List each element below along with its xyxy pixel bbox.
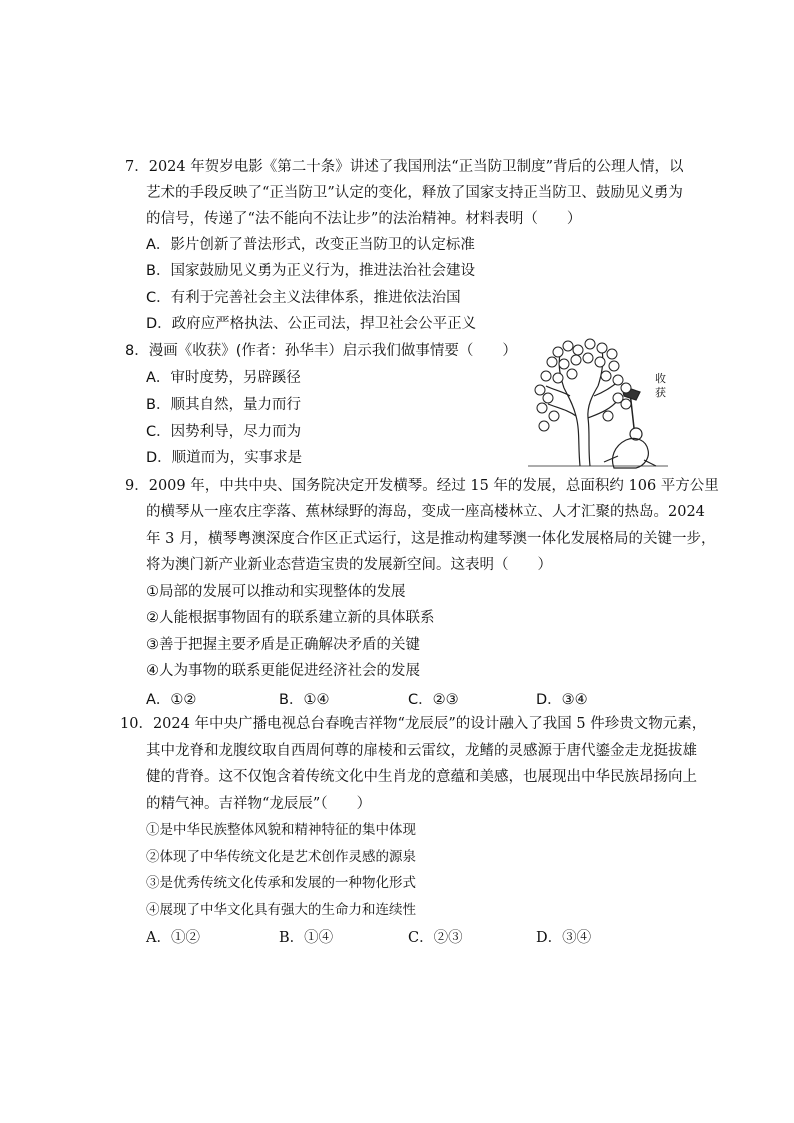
q10-stem-line-4: 的精气神。吉祥物“龙辰辰”（ ） [146, 796, 372, 812]
q8-option-b[interactable]: B．顺其自然，量力而行 [146, 397, 301, 413]
q7-stem-line-2: 艺术的手段反映了“正当防卫”认定的变化，释放了国家支持正当防卫、鼓励见义勇为 [146, 185, 683, 201]
q10-statement-1: ①是中华民族整体风貌和精神特征的集中体现 [146, 822, 416, 838]
q9-statement-2: ②人能根据事物固有的联系建立新的具体联系 [146, 610, 435, 626]
q9-statement-1: ①局部的发展可以推动和实现整体的发展 [146, 584, 406, 600]
q9-statement-3: ③善于把握主要矛盾是正确解决矛盾的关键 [146, 637, 420, 653]
q8-option-a[interactable]: A．审时度势，另辟蹊径 [146, 370, 301, 386]
q10-statement-2: ②体现了中华传统文化是艺术创作灵感的源泉 [146, 849, 416, 865]
q10-choice-d[interactable]: D．③④ [536, 930, 592, 946]
q9-stem-line-4: 将为澳门新产业新业态营造宝贵的发展新空间。这表明（ ） [146, 557, 552, 573]
q10-stem-line-1: 10．2024 年中央广播电视总台春晚吉祥物“龙辰辰”的设计融入了我国 5 件珍贵文物元素， [120, 716, 707, 732]
cartoon-label-shou: 收 [655, 372, 666, 385]
q10-stem-line-2: 其中龙脊和龙腹纹取自西周何尊的扉棱和云雷纹，龙鳍的灵感源于唐代鎏金走龙挺拔雄 [146, 743, 697, 759]
q10-choices [146, 926, 606, 946]
harvest-cartoon-illustration [518, 336, 676, 470]
q9-choice-a[interactable]: A．①② [146, 692, 197, 708]
q9-stem-line-2: 的横琴从一座农庄孪落、蕉林绿野的海岛，变成一座高楼林立、人才汇聚的热岛。2024 [146, 504, 705, 520]
q9-choice-d[interactable]: D．③④ [536, 692, 588, 708]
q8-option-d[interactable]: D．顺道而为，实事求是 [146, 450, 303, 466]
q7-option-d[interactable]: D．政府应严格执法、公正司法，捍卫社会公平正义 [146, 316, 477, 332]
q9-stem-line-3: 年 3 月，横琴粤澳深度合作区正式运行，这是推动构建琴澳一体化发展格局的关键一步， [146, 531, 716, 547]
q7-stem-line-3: 的信号，传递了“法不能向不法让步”的法治精神。材料表明（ ） [146, 211, 582, 227]
q10-statement-4: ④展现了中华文化具有强大的生命力和连续性 [146, 902, 416, 918]
q9-choices [146, 688, 606, 708]
q8-option-c[interactable]: C．因势利导，尽力而为 [146, 424, 302, 440]
q7-stem-line-1: 7．2024 年贺岁电影《第二十条》讲述了我国刑法“正当防卫制度”背后的公理人情，以 [125, 159, 684, 175]
q9-choice-b[interactable]: B．①④ [279, 692, 330, 708]
q9-choice-c[interactable]: C．②③ [408, 692, 459, 708]
q9-statement-4: ④人为事物的联系更能促进经济社会的发展 [146, 663, 420, 679]
q9-stem-line-1: 9．2009 年，中共中央、国务院决定开发横琴。经过 15 年的发展，总面积约 106 平方公里 [125, 478, 719, 494]
q7-option-b[interactable]: B．国家鼓励见义勇为正义行为，推进法治社会建设 [146, 263, 475, 279]
q7-option-a[interactable]: A．影片创新了普法形式，改变正当防卫的认定标准 [146, 237, 475, 253]
q10-statement-3: ③是优秀传统文化传承和发展的一种物化形式 [146, 875, 416, 891]
q8-stem: 8．漫画《收获》(作者：孙华丰）启示我们做事情要（ ） [125, 343, 517, 359]
q10-choice-b[interactable]: B．①④ [279, 930, 334, 946]
q10-choice-a[interactable]: A．①② [146, 930, 200, 946]
q10-choice-c[interactable]: C．②③ [408, 930, 463, 946]
cartoon-label-huo: 获 [655, 386, 666, 399]
q7-option-c[interactable]: C．有利于完善社会主义法律体系，推进依法治国 [146, 290, 461, 306]
q10-stem-line-3: 健的背脊。这不仅饱含着传统文化中生肖龙的意蕴和美感，也展现出中华民族昂扬向上 [146, 769, 697, 785]
